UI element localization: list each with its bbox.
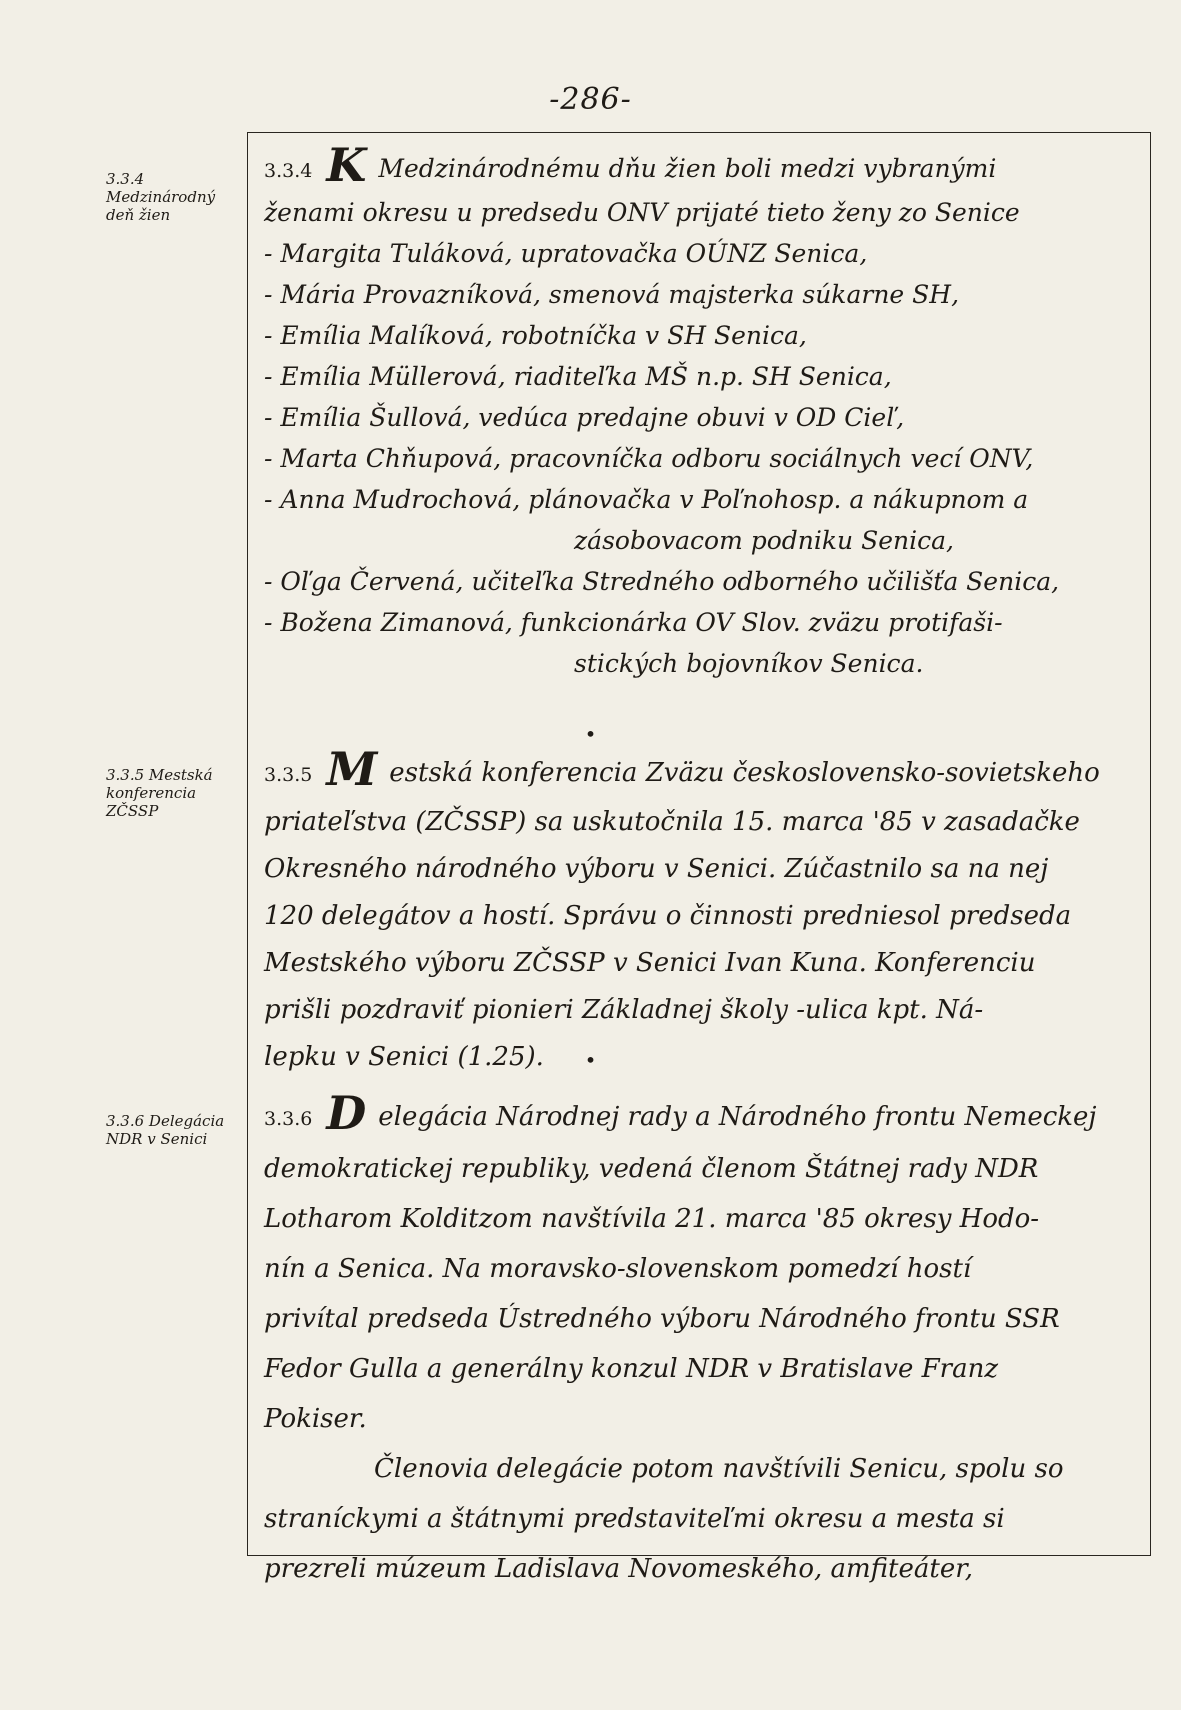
margin-note-line: Medzinárodný (106, 188, 216, 206)
text-line: lepku v Senici (1.25). (264, 1042, 544, 1072)
section-number: 3.3.4 (264, 160, 313, 182)
list-item: - Emília Müllerová, riaditeľka MŠ n.p. SH Senica, (264, 362, 892, 391)
list-item: - Anna Mudrochová, plánovačka v Poľnohosp. a nákupnom a (264, 485, 1029, 514)
list-item: - Emília Šullová, vedúca predajne obuvi v OD Cieľ, (264, 403, 905, 432)
drop-cap: K (326, 138, 367, 192)
text-line: Lotharom Kolditzom navštívila 21. marca '85 okresy Hodo- (264, 1204, 1040, 1234)
text-line: estská konferencia Zväzu československo-sovietskeho (389, 758, 1100, 788)
text-line: demokratickej republiky, vedená členom Štátnej rady NDR (264, 1154, 1039, 1184)
margin-note-line: konferencia (106, 784, 197, 802)
list-item: - Margita Tuláková, upratovačka OÚNZ Senica, (264, 239, 868, 268)
list-item: - Oľga Červená, učiteľka Stredného odborného učilišťa Senica, (264, 567, 1060, 596)
text-line: Okresného národného výboru v Senici. Zúčastnilo sa na nej (264, 854, 1049, 884)
page-number: -286- (549, 82, 632, 117)
text-line: Mestského výboru ZČSSP v Senici Ivan Kuna. Konferenciu (264, 948, 1036, 978)
list-item-continuation: zásobovacom podniku Senica, (574, 526, 954, 555)
list-item: - Mária Provazníková, smenová majsterka súkarne SH, (264, 280, 960, 309)
separator-mark: • (584, 1048, 597, 1072)
separator-mark: • (584, 722, 597, 746)
margin-note-line: 3.3.6 Delegácia (106, 1112, 225, 1130)
section-heading-line (264, 742, 1134, 799)
text-line: Fedor Gulla a generálny konzul NDR v Bratislave Franz (264, 1354, 999, 1384)
text-line: Pokiser. (264, 1404, 367, 1434)
margin-note-line: NDR v Senici (106, 1130, 208, 1148)
text-line: elegácia Národnej rady a Národného frontu Nemeckej (378, 1102, 1097, 1132)
list-item-continuation: stických bojovníkov Senica. (574, 649, 924, 678)
section-3-3-5 (264, 742, 1134, 1081)
paragraph-start-line: Členovia delegácie potom navštívili Senicu, spolu so (374, 1454, 1064, 1484)
margin-note-line: deň žien (106, 206, 171, 224)
margin-note-womens-day (106, 170, 246, 224)
section-separator (0, 722, 1181, 746)
margin-note-line: ZČSSP (106, 802, 159, 820)
text-line: prišli pozdraviť pionieri Základnej školy -ulica kpt. Ná- (264, 995, 984, 1025)
list-item: - Božena Zimanová, funkcionárka OV Slov. zväzu protifaši- (264, 608, 1003, 637)
drop-cap: D (326, 1086, 367, 1140)
section-number: 3.3.5 (264, 764, 313, 786)
section-separator (0, 1048, 1181, 1072)
text-line: prezreli múzeum Ladislava Novomeského, amfiteáter, (264, 1554, 974, 1584)
drop-cap: M (326, 742, 378, 796)
text-line: nín a Senica. Na moravsko-slovenskom pomedzí hostí (264, 1254, 972, 1284)
margin-note-line: 3.3.4 (106, 170, 145, 188)
text-line: 120 delegátov a hostí. Správu o činnosti predniesol predseda (264, 901, 1072, 931)
section-heading-line (264, 1088, 1134, 1144)
list-item: - Emília Malíková, robotníčka v SH Senica, (264, 321, 807, 350)
section-3-3-4 (264, 138, 1134, 684)
text-line: straníckymi a štátnymi predstaviteľmi okresu a mesta si (264, 1504, 1005, 1534)
margin-note-conference (106, 766, 246, 820)
margin-note-delegation (106, 1112, 246, 1148)
margin-note-line: 3.3.5 Mestská (106, 766, 213, 784)
section-heading-line (264, 138, 1134, 192)
text-line: priateľstva (ZČSSP) sa uskutočnila 15. marca '85 v zasadačke (264, 807, 1080, 837)
text-line: privítal predseda Ústredného výboru Národného frontu SSR (264, 1304, 1060, 1334)
text-line: ženami okresu u predsedu ONV prijaté tieto ženy zo Senice (264, 198, 1020, 227)
section-3-3-6 (264, 1088, 1134, 1594)
list-item: - Marta Chňupová, pracovníčka odboru sociálnych vecí ONV, (264, 444, 1034, 473)
text-line: Medzinárodnému dňu žien boli medzi vybranými (378, 154, 997, 183)
section-number: 3.3.6 (264, 1108, 313, 1130)
